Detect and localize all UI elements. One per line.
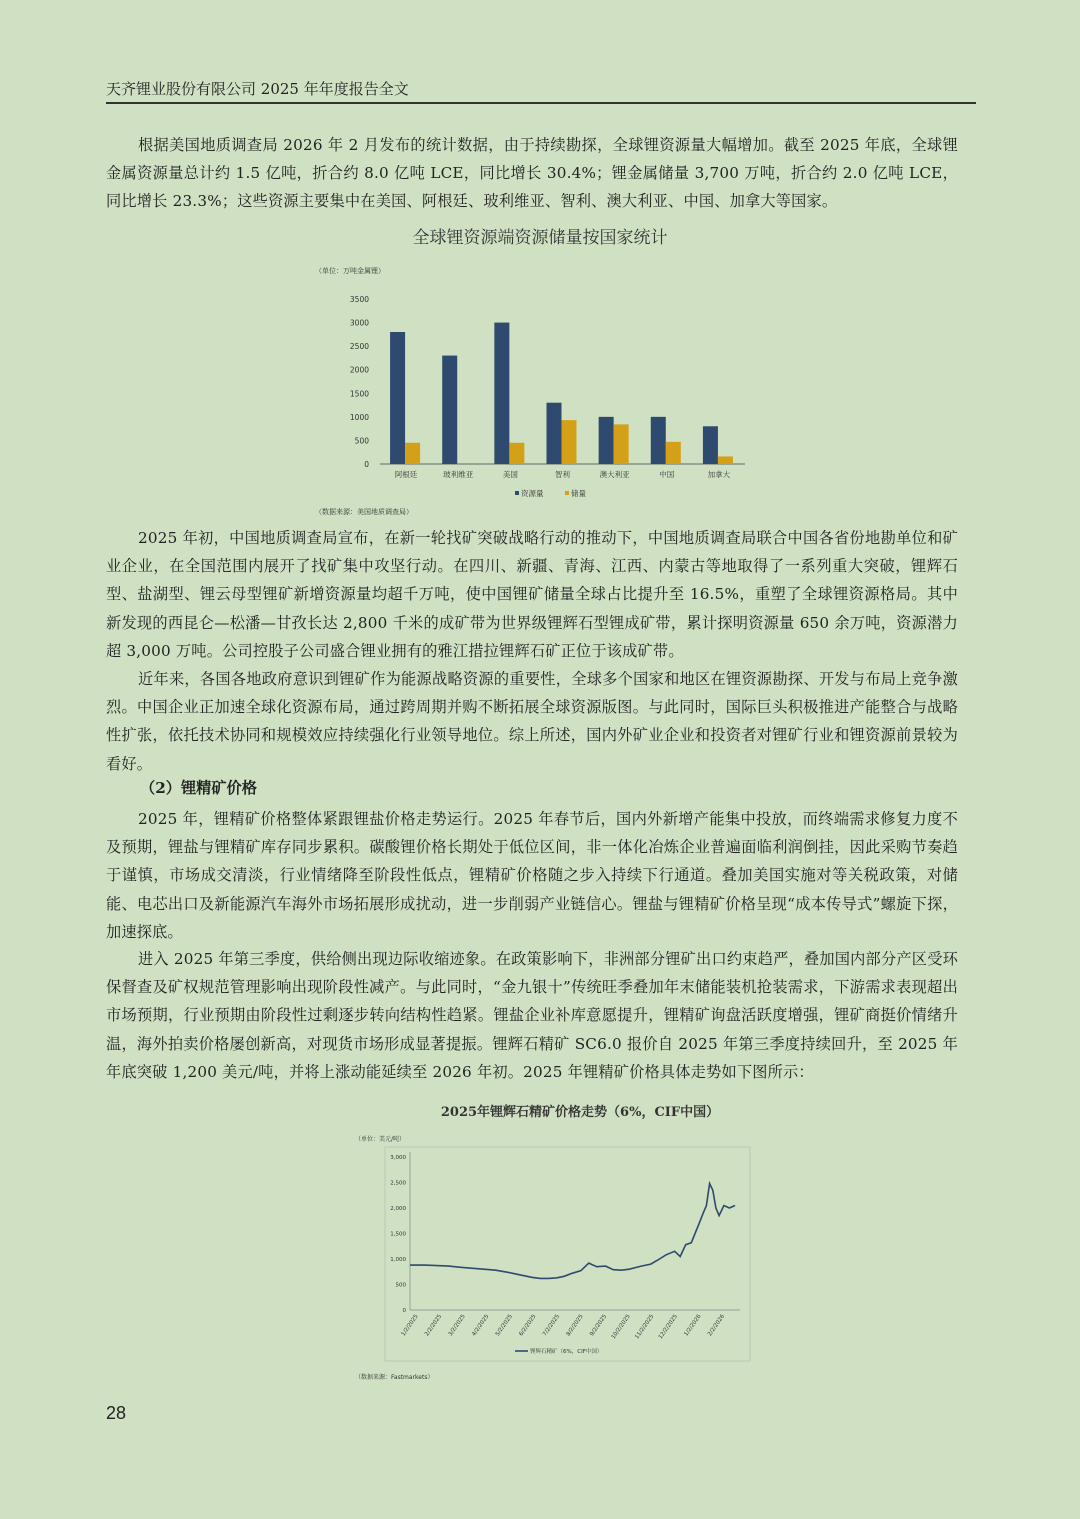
bar-reserve [614, 424, 629, 464]
x-tick-label: 2/2/2025 [424, 1313, 444, 1338]
x-tick-label: 6/2/2025 [518, 1313, 538, 1338]
bar-reserve [718, 456, 733, 464]
y-tick-label: 1000 [349, 412, 369, 422]
x-tick-label: 智利 [555, 470, 570, 479]
legend-swatch [565, 491, 569, 495]
y-tick-label: 0 [364, 460, 369, 469]
chart2-source-note: （数据来源：Fastmarkets） [355, 1374, 434, 1381]
y-tick-label: 3000 [349, 318, 369, 328]
chart1-unit-note: （单位：万吨金属锂） [315, 267, 385, 275]
chart1-title: 全球锂资源端资源储量按国家统计 [412, 228, 668, 248]
legend-swatch [515, 491, 519, 495]
y-tick-label: 500 [395, 1282, 406, 1289]
x-tick-label: 7/2/2025 [541, 1313, 562, 1338]
x-tick-label: 中国 [659, 470, 675, 479]
x-tick-label: 10/2/2025 [610, 1313, 632, 1341]
y-tick-label: 1,000 [390, 1257, 406, 1263]
x-tick-label: 12/2/2025 [657, 1313, 679, 1341]
bar-reserve [562, 420, 577, 464]
bar-resource [547, 403, 562, 464]
y-tick-label: 2000 [349, 365, 369, 375]
x-tick-label: 4/2/2025 [471, 1313, 491, 1338]
y-tick-label: 2500 [349, 342, 369, 352]
bar-chart [0, 260, 1080, 560]
y-tick-label: 500 [354, 436, 369, 446]
y-tick-label: 2,000 [390, 1206, 406, 1212]
x-tick-label: 1/2/2025 [400, 1313, 420, 1338]
legend-label: 锂辉石精矿（6%，CIF中国） [530, 1349, 603, 1355]
x-tick-label: 1/2/2026 [683, 1313, 703, 1338]
report-header: 天齐锂业股份有限公司 2025 年年度报告全文 [106, 78, 976, 104]
x-tick-label: 美国 [502, 470, 518, 479]
y-tick-label: 1500 [349, 389, 369, 399]
x-tick-label: 澳大利亚 [599, 470, 630, 479]
legend-label: 资源量 [521, 489, 544, 498]
x-tick-label: 玻利维亚 [443, 470, 474, 479]
paragraph-3: 近年来，各国各地政府意识到锂矿作为能源战略资源的重要性，全球多个国家和地区在锂资源勘探、开发与布局上竞争激烈。中国企业正加速全球化资源布局，通过跨周期并购不断拓展全球资源版图。与此同时，国际巨头积极推进产能整合与战略性扩张，依托技术协同和规模效应持续强化行业领导地位。综上所述，国内外矿业企业和投资者对锂矿行业和锂资源前景较为看好。 [106, 670, 958, 773]
y-tick-label: 3500 [349, 295, 369, 304]
y-tick-label: 0 [402, 1308, 406, 1314]
paragraph-1: 根据美国地质调查局 2026 年 2 月发布的统计数据，由于持续勘探，全球锂资源量大幅增加。截至 2025 年底，全球锂金属资源量总计约 1.5 亿吨，折合约 8.0 亿吨 LCE，同比增长 30.4%；锂金属储量 3,700 万吨，折合约 2.0 亿吨 LCE，同比增长 23.3%；这些资源主要集中在美国、阿根廷、玻利维亚、智利、澳大利亚、中国、加拿大等国家。 [106, 136, 958, 211]
chart2-frame [385, 1147, 750, 1361]
x-tick-label: 8/2/2025 [565, 1313, 585, 1338]
bar-resource [442, 356, 457, 464]
bar-resource [494, 323, 509, 464]
bar-reserve [509, 443, 524, 464]
bar-reserve [405, 443, 420, 464]
chart2-title: 2025年锂辉石精矿价格走势（6%，CIF中国） [440, 1105, 720, 1120]
line-chart [0, 1130, 1080, 1390]
section-subheading: （2）锂精矿价格 [140, 779, 257, 797]
bar-resource [703, 426, 718, 464]
chart1-source-note: （数据来源：美国地质调查局） [315, 508, 413, 516]
x-tick-label: 加拿大 [707, 470, 731, 479]
x-tick-label: 3/2/2025 [447, 1313, 467, 1338]
x-tick-label: 9/2/2025 [589, 1313, 609, 1338]
x-tick-label: 2/2/2026 [706, 1313, 727, 1338]
chart2-unit-note: （单位：美元/吨） [355, 1136, 406, 1143]
x-tick-label: 11/2/2025 [634, 1313, 656, 1341]
paragraph-4: 2025 年，锂精矿价格整体紧跟锂盐价格走势运行。2025 年春节后，国内外新增产能集中投放，而终端需求修复力度不及预期，锂盐与锂精矿库存同步累积。碳酸锂价格长期处于低位区间，非一体化冶炼企业普遍面临利润倒挂，因此采购节奏趋于谨慎，市场成交清淡，行业情绪降至阶段性低点，锂精矿价格随之步入持续下行通道。叠加美国实施对等关税政策，对储能、电芯出口及新能源汽车海外市场拓展形成扰动，进一步削弱产业链信心。锂盐与锂精矿价格呈现“成本传导式”螺旋下探，加速探底。 [106, 810, 958, 941]
legend-label: 储量 [571, 489, 586, 498]
page-number: 28 [106, 1403, 127, 1423]
bar-resource [390, 332, 405, 464]
price-line [410, 1184, 735, 1279]
y-tick-label: 1,500 [390, 1231, 406, 1238]
paragraph-5: 进入 2025 年第三季度，供给侧出现边际收缩迹象。在政策影响下，非洲部分锂矿出口约束趋严，叠加国内部分产区受环保督查及矿权规范管理影响出现阶段性减产。与此同时，“金九银十”传统旺季叠加年末储能装机抢装需求，下游需求表现超出市场预期，行业预期由阶段性过剩逐步转向结构性趋紧。锂盐企业补库意愿提升，锂精矿询盘活跃度增强，锂矿商挺价情绪升温，海外拍卖价格屡创新高，对现货市场形成显著提振。锂辉石精矿 SC6.0 报价自 2025 年第三季度持续回升，至 2025 年年底突破 1,200 美元/吨，并将上涨动能延续至 2026 年初。2025 年锂精矿价格具体走势如下图所示： [106, 950, 958, 1081]
x-tick-label: 阿根廷 [394, 470, 418, 479]
x-tick-label: 5/2/2025 [494, 1313, 514, 1338]
y-tick-label: 2,500 [390, 1180, 406, 1187]
paragraph-2: 2025 年初，中国地质调查局宣布，在新一轮找矿突破战略行动的推动下，中国地质调查局联合中国各省份地勘单位和矿业企业，在全国范围内展开了找矿集中攻坚行动。在四川、新疆、青海、江西、内蒙古等地取得了一系列重大突破，锂辉石型、盐湖型、锂云母型锂矿新增资源量均超千万吨，使中国锂矿储量全球占比提升至 16.5%，重塑了全球锂资源格局。其中新发现的西昆仑—松潘—甘孜长达 2,800 千米的成矿带为世界级锂辉石型锂成矿带，累计探明资源量 650 余万吨，资源潜力超 3,000 万吨。公司控股子公司盛合锂业拥有的雅江措拉锂辉石矿正位于该成矿带。 [106, 529, 958, 660]
bar-resource [599, 417, 614, 464]
y-tick-label: 3,000 [390, 1155, 406, 1161]
bar-reserve [666, 442, 681, 464]
bar-resource [651, 417, 666, 464]
